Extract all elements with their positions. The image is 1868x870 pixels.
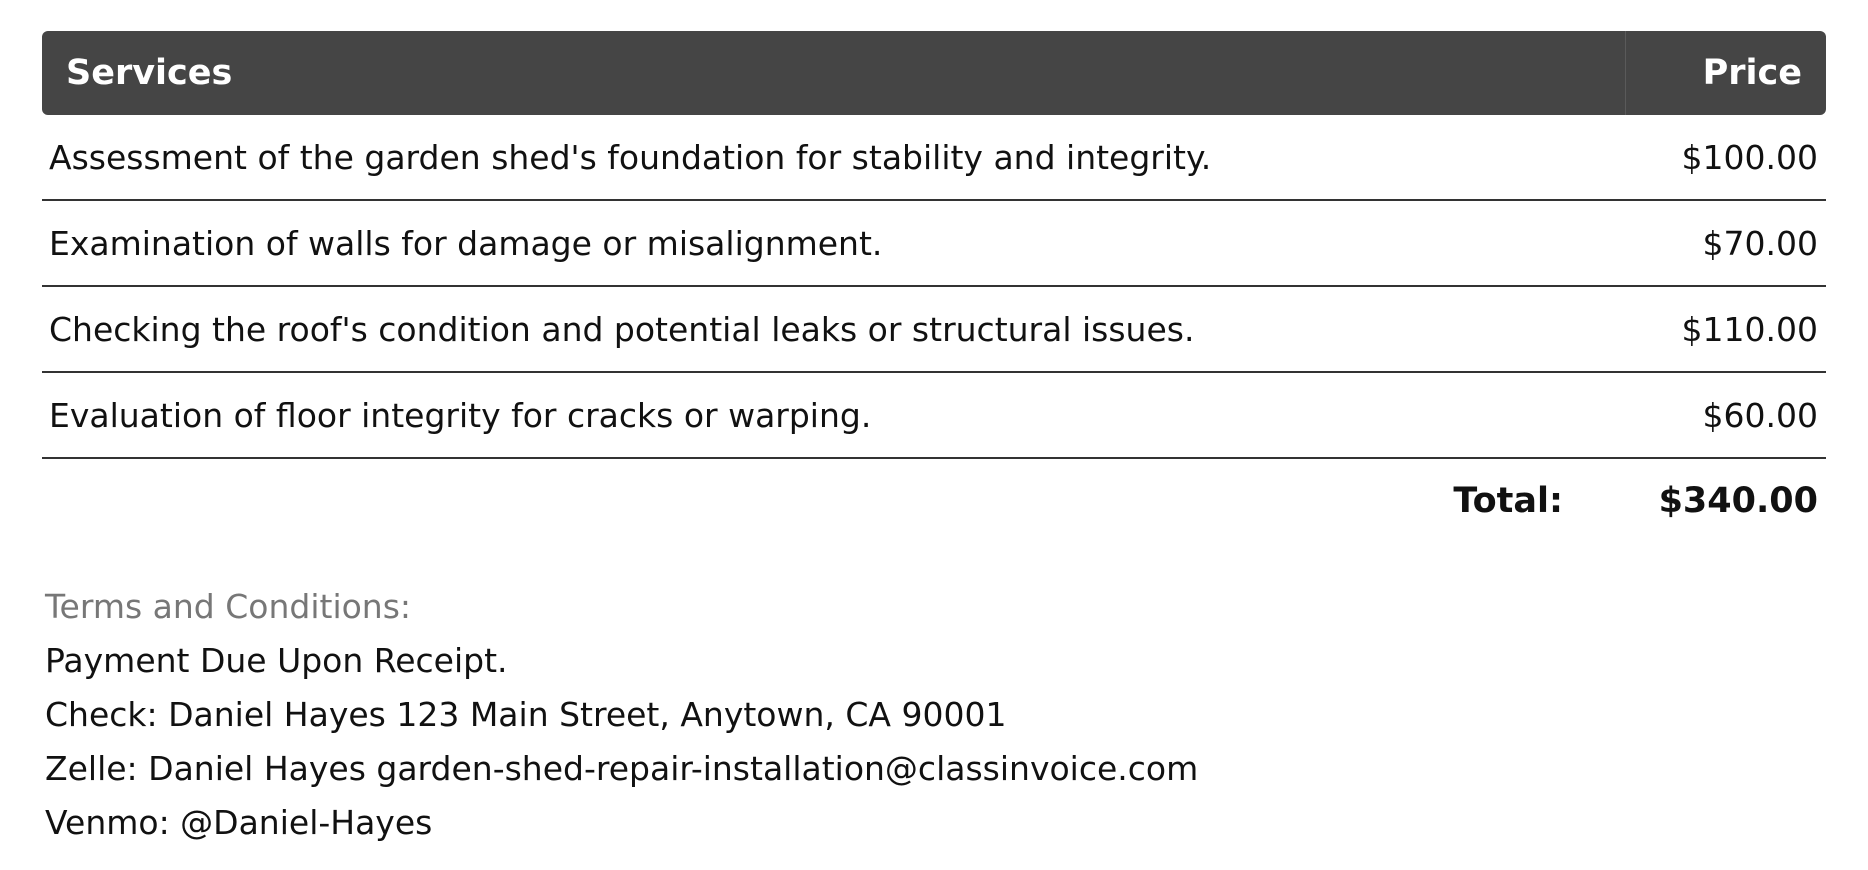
total-row — [42, 459, 1826, 543]
terms-line-zelle: Zelle: Daniel Hayes garden-shed-repair-installation@classinvoice.com — [45, 749, 1199, 788]
table-row — [42, 287, 1826, 373]
service-price: $70.00 — [1702, 223, 1818, 263]
service-description: Checking the roof's condition and potential leaks or structural issues. — [49, 309, 1195, 349]
terms-line-venmo: Venmo: @Daniel-Hayes — [45, 803, 433, 842]
total-value: $340.00 — [1658, 481, 1818, 521]
service-price: $110.00 — [1681, 309, 1818, 349]
table-row — [42, 115, 1826, 201]
terms-line-payment: Payment Due Upon Receipt. — [45, 641, 508, 680]
terms-line-check: Check: Daniel Hayes 123 Main Street, Anytown, CA 90001 — [45, 695, 1007, 734]
table-row — [42, 373, 1826, 459]
service-description: Examination of walls for damage or misalignment. — [49, 223, 883, 263]
terms-title: Terms and Conditions: — [45, 587, 412, 626]
services-column-header: Services — [66, 53, 233, 93]
header-divider — [1625, 31, 1626, 115]
service-description: Assessment of the garden shed's foundation for stability and integrity. — [49, 137, 1212, 177]
services-table — [42, 31, 1826, 543]
service-price: $100.00 — [1681, 137, 1818, 177]
total-label: Total: — [1453, 481, 1563, 521]
service-description: Evaluation of floor integrity for cracks or warping. — [49, 395, 872, 435]
table-header — [42, 31, 1826, 115]
price-column-header: Price — [1702, 53, 1802, 93]
table-row — [42, 201, 1826, 287]
terms-section — [45, 580, 1198, 850]
service-price: $60.00 — [1702, 395, 1818, 435]
